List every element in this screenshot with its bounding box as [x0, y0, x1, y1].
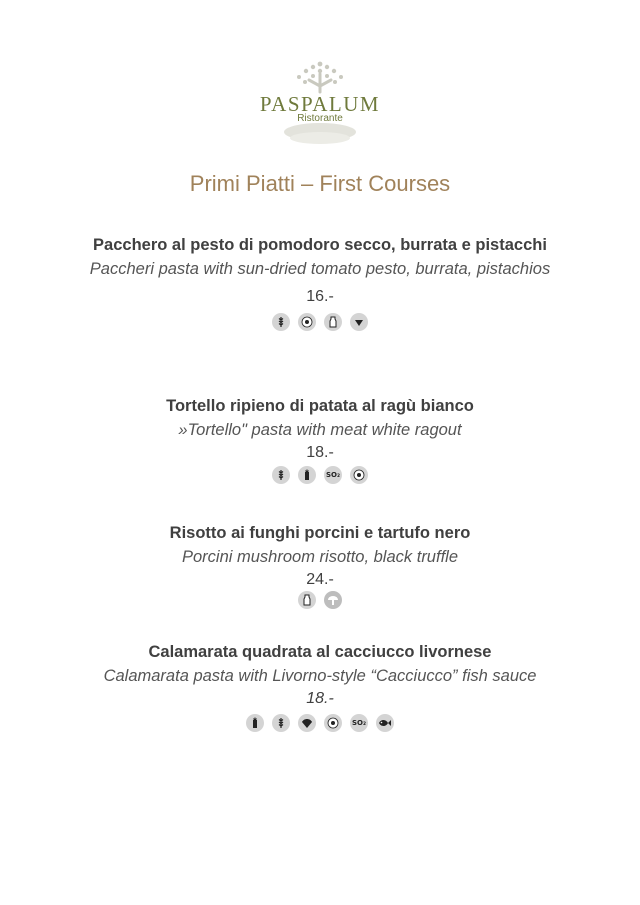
dish-price: 18.-	[306, 444, 334, 461]
dish-price: 18.-	[306, 690, 334, 707]
brand-subtitle: Ristorante	[297, 113, 343, 124]
sulphites-icon: SO₂	[324, 466, 342, 484]
gluten-icon	[272, 714, 290, 732]
dish-description: »Tortello" pasta with meat white ragout	[178, 421, 462, 439]
dish-name: Calamarata quadrata al cacciucco livornese	[148, 643, 492, 661]
egg-icon	[350, 466, 368, 484]
allergen-icons	[0, 466, 640, 484]
menu-item	[0, 233, 640, 331]
celery-icon	[298, 466, 316, 484]
dish-name: Pacchero al pesto di pomodoro secco, burrata e pistacchi	[93, 236, 547, 254]
gluten-icon	[272, 313, 290, 331]
milk-icon	[298, 591, 316, 609]
dish-description: Paccheri pasta with sun-dried tomato pesto, burrata, pistachios	[89, 260, 551, 278]
dish-price: 24.-	[306, 571, 334, 588]
gluten-icon	[272, 466, 290, 484]
dish-name: Tortello ripieno di patata al ragù bianco	[166, 397, 474, 415]
dish-description: Calamarata pasta with Livorno-style “Cacciucco” fish sauce	[103, 667, 537, 685]
dish-description: Porcini mushroom risotto, black truffle	[181, 548, 458, 566]
dish-name: Risotto ai funghi porcini e tartufo nero	[169, 524, 471, 542]
allergen-icons	[0, 591, 640, 609]
brand-name: PASPALUM	[259, 92, 381, 116]
menu-item	[0, 640, 640, 732]
mollusc-icon	[298, 714, 316, 732]
menu-item	[0, 394, 640, 484]
egg-icon	[324, 714, 342, 732]
egg-icon	[298, 313, 316, 331]
celery-icon	[246, 714, 264, 732]
nuts-icon	[350, 313, 368, 331]
section-title: Primi Piatti – First Courses	[189, 171, 451, 196]
allergen-icons	[0, 313, 640, 331]
fish-icon	[376, 714, 394, 732]
milk-icon	[324, 313, 342, 331]
allergen-icons	[0, 714, 640, 732]
sulphites-icon: SO₂	[350, 714, 368, 732]
mushroom-icon	[324, 591, 342, 609]
dish-price: 16.-	[306, 288, 334, 305]
menu-item	[0, 521, 640, 609]
